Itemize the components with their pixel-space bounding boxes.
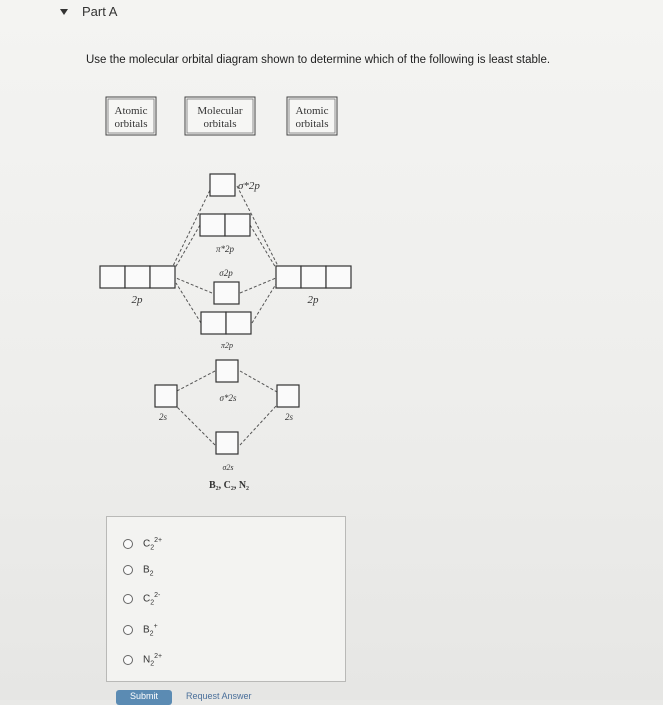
choice-label: $B_2^+$ — [143, 623, 158, 638]
radio-button[interactable] — [123, 539, 133, 549]
choice-n2-2plus[interactable] — [123, 653, 162, 667]
header-molecular — [185, 97, 255, 135]
atomic-2p-left — [100, 266, 175, 306]
label-sigma-2p: σ2p — [219, 268, 233, 278]
choice-b2-plus[interactable] — [123, 623, 158, 637]
request-answer-link[interactable]: Request Answer — [186, 691, 252, 701]
radio-button[interactable] — [123, 655, 133, 665]
atomic-2s-right — [277, 385, 299, 422]
question-text: Use the molecular orbital diagram shown to determine which of the following is least stable. — [86, 54, 551, 66]
label-pi-2p: π2p — [220, 341, 234, 350]
radio-button[interactable] — [123, 625, 133, 635]
submit-button[interactable]: Submit — [116, 690, 172, 705]
radio-button[interactable] — [123, 565, 133, 575]
header-atomic-right-line1: Atomic — [295, 105, 329, 117]
label-sigma-2s: σ2s — [222, 463, 234, 472]
mo-pi-2p — [201, 312, 251, 350]
answer-choices-panel — [106, 516, 346, 682]
label-sigma-star-2s: σ*2s — [219, 393, 237, 403]
header-atomic-left-line2: orbitals — [114, 118, 148, 130]
label-2s-right: 2s — [284, 412, 294, 422]
header-atomic-left-line1: Atomic — [114, 105, 148, 117]
label-2p-right: 2p — [307, 294, 319, 306]
mo-sigma-star-2p — [210, 174, 260, 196]
choice-c2-2plus[interactable] — [123, 537, 162, 551]
choice-label: $C_2^{2-}$ — [143, 592, 161, 607]
label-sigma-star-2p: σ*2p — [238, 180, 260, 192]
mo-sigma-star-2s — [216, 360, 238, 403]
header-molecular-line2: orbitals — [203, 118, 237, 130]
label-2p-left: 2p — [131, 294, 143, 306]
mo-sigma-2s — [216, 432, 238, 472]
choice-label: $N_2^{2+}$ — [143, 653, 163, 668]
label-pi-star-2p: π*2p — [215, 244, 235, 254]
label-2s-left: 2s — [158, 412, 168, 422]
atomic-2s-left — [155, 385, 177, 422]
mo-sigma-2p — [214, 268, 239, 304]
radio-button[interactable] — [123, 594, 133, 604]
header-atomic-left — [106, 97, 156, 135]
mo-pi-star-2p — [200, 214, 250, 254]
choice-label: $C_2^{2+}$ — [143, 537, 163, 552]
part-title: Part A — [82, 4, 118, 19]
choice-b2[interactable] — [123, 563, 154, 577]
header-molecular-line1: Molecular — [197, 105, 243, 117]
header-atomic-right — [287, 97, 337, 135]
diagram-caption: B₂, C₂, N₂ — [208, 480, 250, 491]
atomic-2p-right — [276, 266, 351, 306]
header-atomic-right-line2: orbitals — [295, 118, 329, 130]
choice-label: $B_2$ — [143, 564, 154, 578]
choice-c2-2minus[interactable] — [123, 592, 160, 606]
